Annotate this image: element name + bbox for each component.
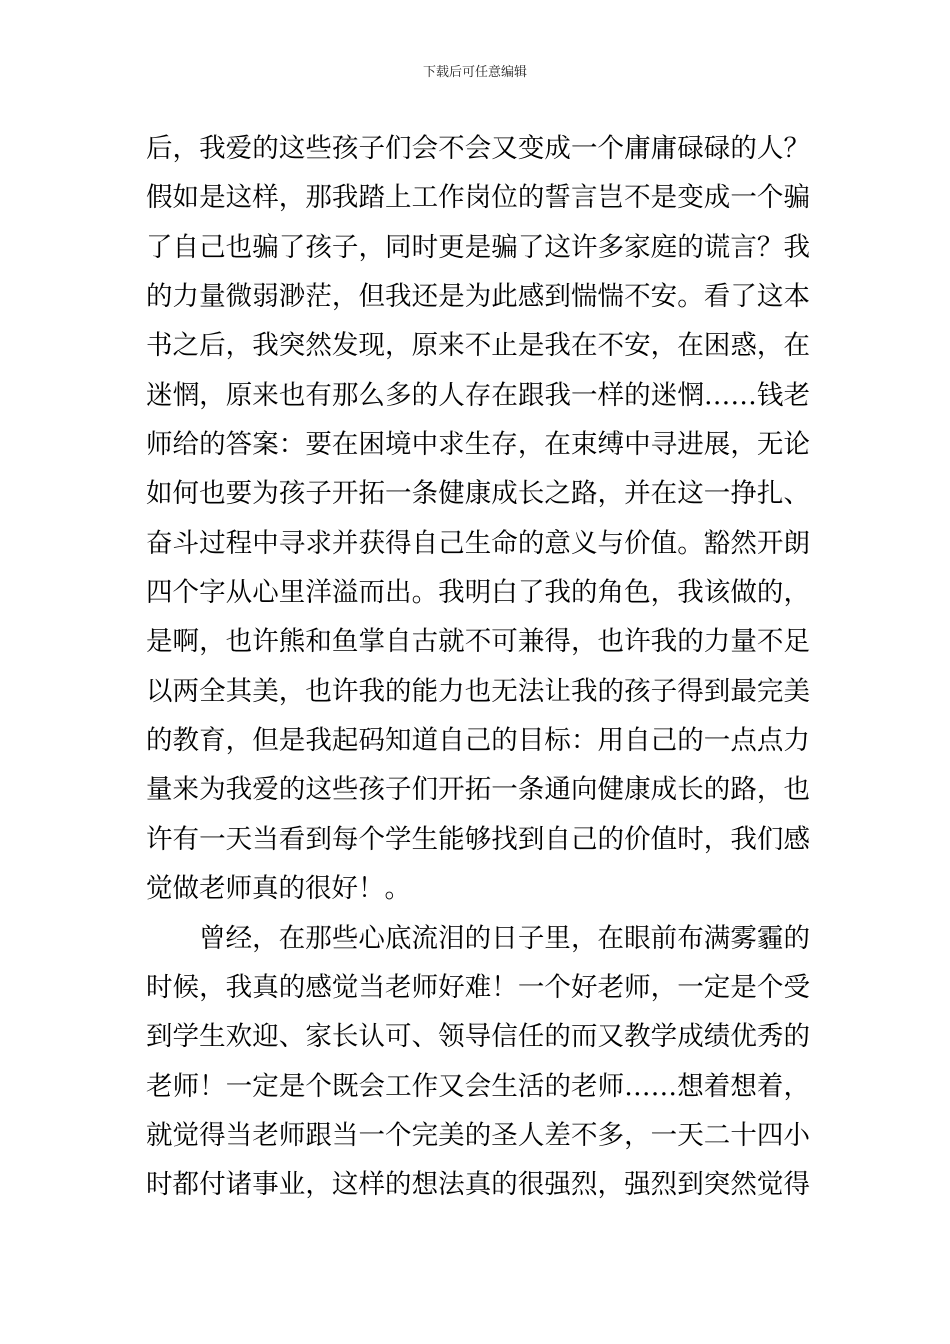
- text-line: 书之后，我突然发现，原来不止是我在不安，在困惑，在: [146, 330, 810, 362]
- text-line: 的教育，但是我起码知道自己的目标：用自己的一点点力: [146, 725, 810, 757]
- text-line: 曾经，在那些心底流泪的日子里，在眼前布满雾霾的: [199, 922, 810, 954]
- paragraph-2: [146, 914, 810, 1210]
- text-line: 觉做老师真的很好！。: [146, 873, 411, 905]
- text-line: 许有一天当看到每个学生能够找到自己的价值时，我们感: [146, 823, 810, 855]
- page-header: 下载后可任意编辑: [422, 65, 527, 80]
- paragraph-1: [146, 124, 810, 914]
- text-line: 了自己也骗了孩子，同时更是骗了这许多家庭的谎言？我: [146, 231, 810, 263]
- text-line: 以两全其美，也许我的能力也无法让我的孩子得到最完美: [146, 675, 810, 707]
- text-line: 时都付诸事业，这样的想法真的很强烈，强烈到突然觉得: [146, 1169, 810, 1201]
- text-line: 四个字从心里洋溢而出。我明白了我的角色，我该做的，: [146, 577, 810, 609]
- text-line: 后，我爱的这些孩子们会不会又变成一个庸庸碌碌的人？: [146, 133, 810, 164]
- text-line: 奋斗过程中寻求并获得自己生命的意义与价值。豁然开朗: [146, 527, 810, 559]
- text-line: 时候，我真的感觉当老师好难！一个好老师，一定是个受: [146, 971, 810, 1003]
- text-line: 假如是这样，那我踏上工作岗位的誓言岂不是变成一个骗: [146, 182, 810, 214]
- text-line: 老师！一定是个既会工作又会生活的老师……想着想着，: [146, 1070, 810, 1102]
- text-line: 就觉得当老师跟当一个完美的圣人差不多，一天二十四小: [146, 1119, 810, 1151]
- text-line: 迷惘，原来也有那么多的人存在跟我一样的迷惘……钱老: [146, 379, 810, 411]
- text-line: 如何也要为孩子开拓一条健康成长之路，并在这一挣扎、: [146, 478, 810, 510]
- text-line: 是啊，也许熊和鱼掌自古就不可兼得，也许我的力量不足: [146, 626, 810, 658]
- text-line: 量来为我爱的这些孩子们开拓一条通向健康成长的路，也: [146, 774, 810, 806]
- document-body: [146, 124, 810, 1210]
- text-line: 师给的答案：要在困境中求生存，在束缚中寻进展，无论: [146, 429, 810, 461]
- text-line: 到学生欢迎、家长认可、领导信任的而又教学成绩优秀的: [146, 1021, 810, 1053]
- text-line: 的力量微弱渺茫，但我还是为此感到惴惴不安。看了这本: [146, 281, 810, 313]
